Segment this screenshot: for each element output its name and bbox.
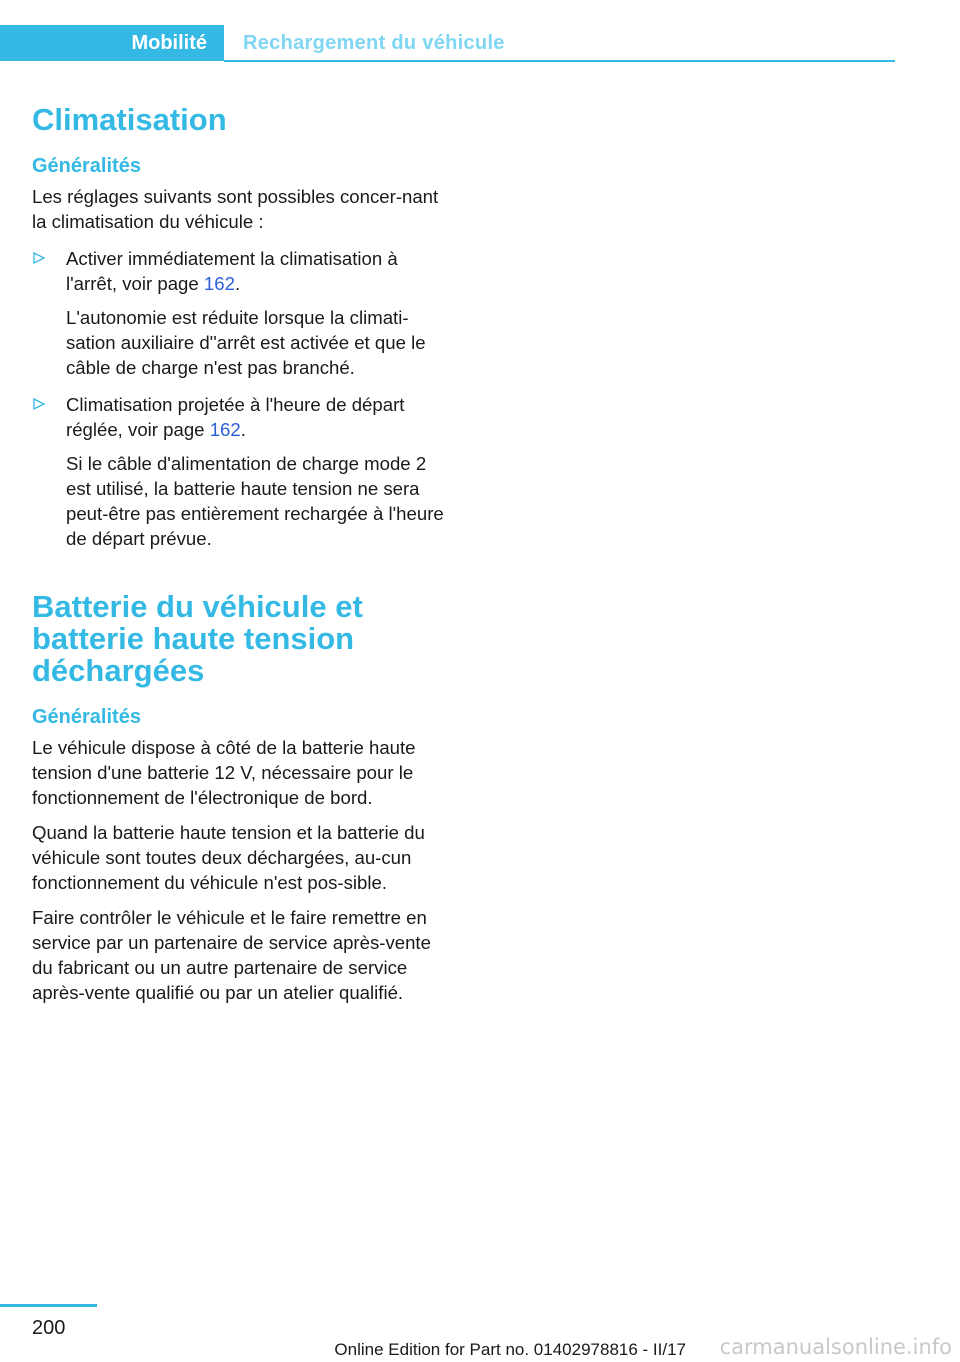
triangle-bullet-icon <box>32 397 46 411</box>
header-section-label: Mobilité <box>131 31 207 54</box>
section-title-batterie: Batterie du véhicule et batterie haute tension déchargées <box>32 589 363 688</box>
settings-list <box>32 246 444 551</box>
page-content <box>32 96 444 1015</box>
list-item-text: Climatisation projetée à l'heure de départ réglée, voir page 162. <box>66 394 405 440</box>
list-item <box>32 246 444 380</box>
page-link[interactable]: 162 <box>209 419 241 440</box>
edition-note: Online Edition for Part no. 01402978816 - II/17 <box>334 1340 686 1359</box>
body-paragraph: Quand la batterie haute tension et la batterie du véhicule sont toutes deux déchargées, au-cun fonctionnement du véhicule n'est pos-sible. <box>32 822 425 893</box>
section-title-climatisation: Climatisation <box>32 102 227 137</box>
header-divider <box>224 60 895 62</box>
header-chapter-title: Rechargement du véhicule <box>243 31 505 54</box>
triangle-bullet-icon <box>32 251 46 265</box>
watermark: carmanualsonline.info <box>719 1335 952 1359</box>
intro-paragraph: Les réglages suivants sont possibles concer-nant la climatisation du véhicule : <box>32 186 439 232</box>
subtitle-generalites: Généralités <box>32 706 141 728</box>
list-item-note: L'autonomie est réduite lorsque la climati-sation auxiliaire d''arrêt est activée et que le câble de charge n'est pas branché. <box>66 307 426 378</box>
list-item-text: Activer immédiatement la climatisation à l'arrêt, voir page 162. <box>66 248 398 294</box>
page-link[interactable]: 162 <box>203 273 235 294</box>
body-paragraph: Faire contrôler le véhicule et le faire remettre en service par un partenaire de service après-vente du fabricant ou un autre partenaire de service après-vente qualifié ou par un atelier qualifié. <box>32 907 431 1003</box>
list-item-note: Si le câble d'alimentation de charge mode 2 est utilisé, la batterie haute tension ne sera peut-être pas entièrement rechargée à l'heure de départ prévue. <box>66 453 444 549</box>
subtitle-generalites: Généralités <box>32 155 141 177</box>
body-paragraph: Le véhicule dispose à côté de la batterie haute tension d'une batterie 12 V, nécessaire pour le fonctionnement de l'électronique de bord. <box>32 737 416 808</box>
list-item <box>32 392 444 551</box>
page-number: 200 <box>32 1317 66 1339</box>
footer-accent-line <box>0 1304 97 1307</box>
